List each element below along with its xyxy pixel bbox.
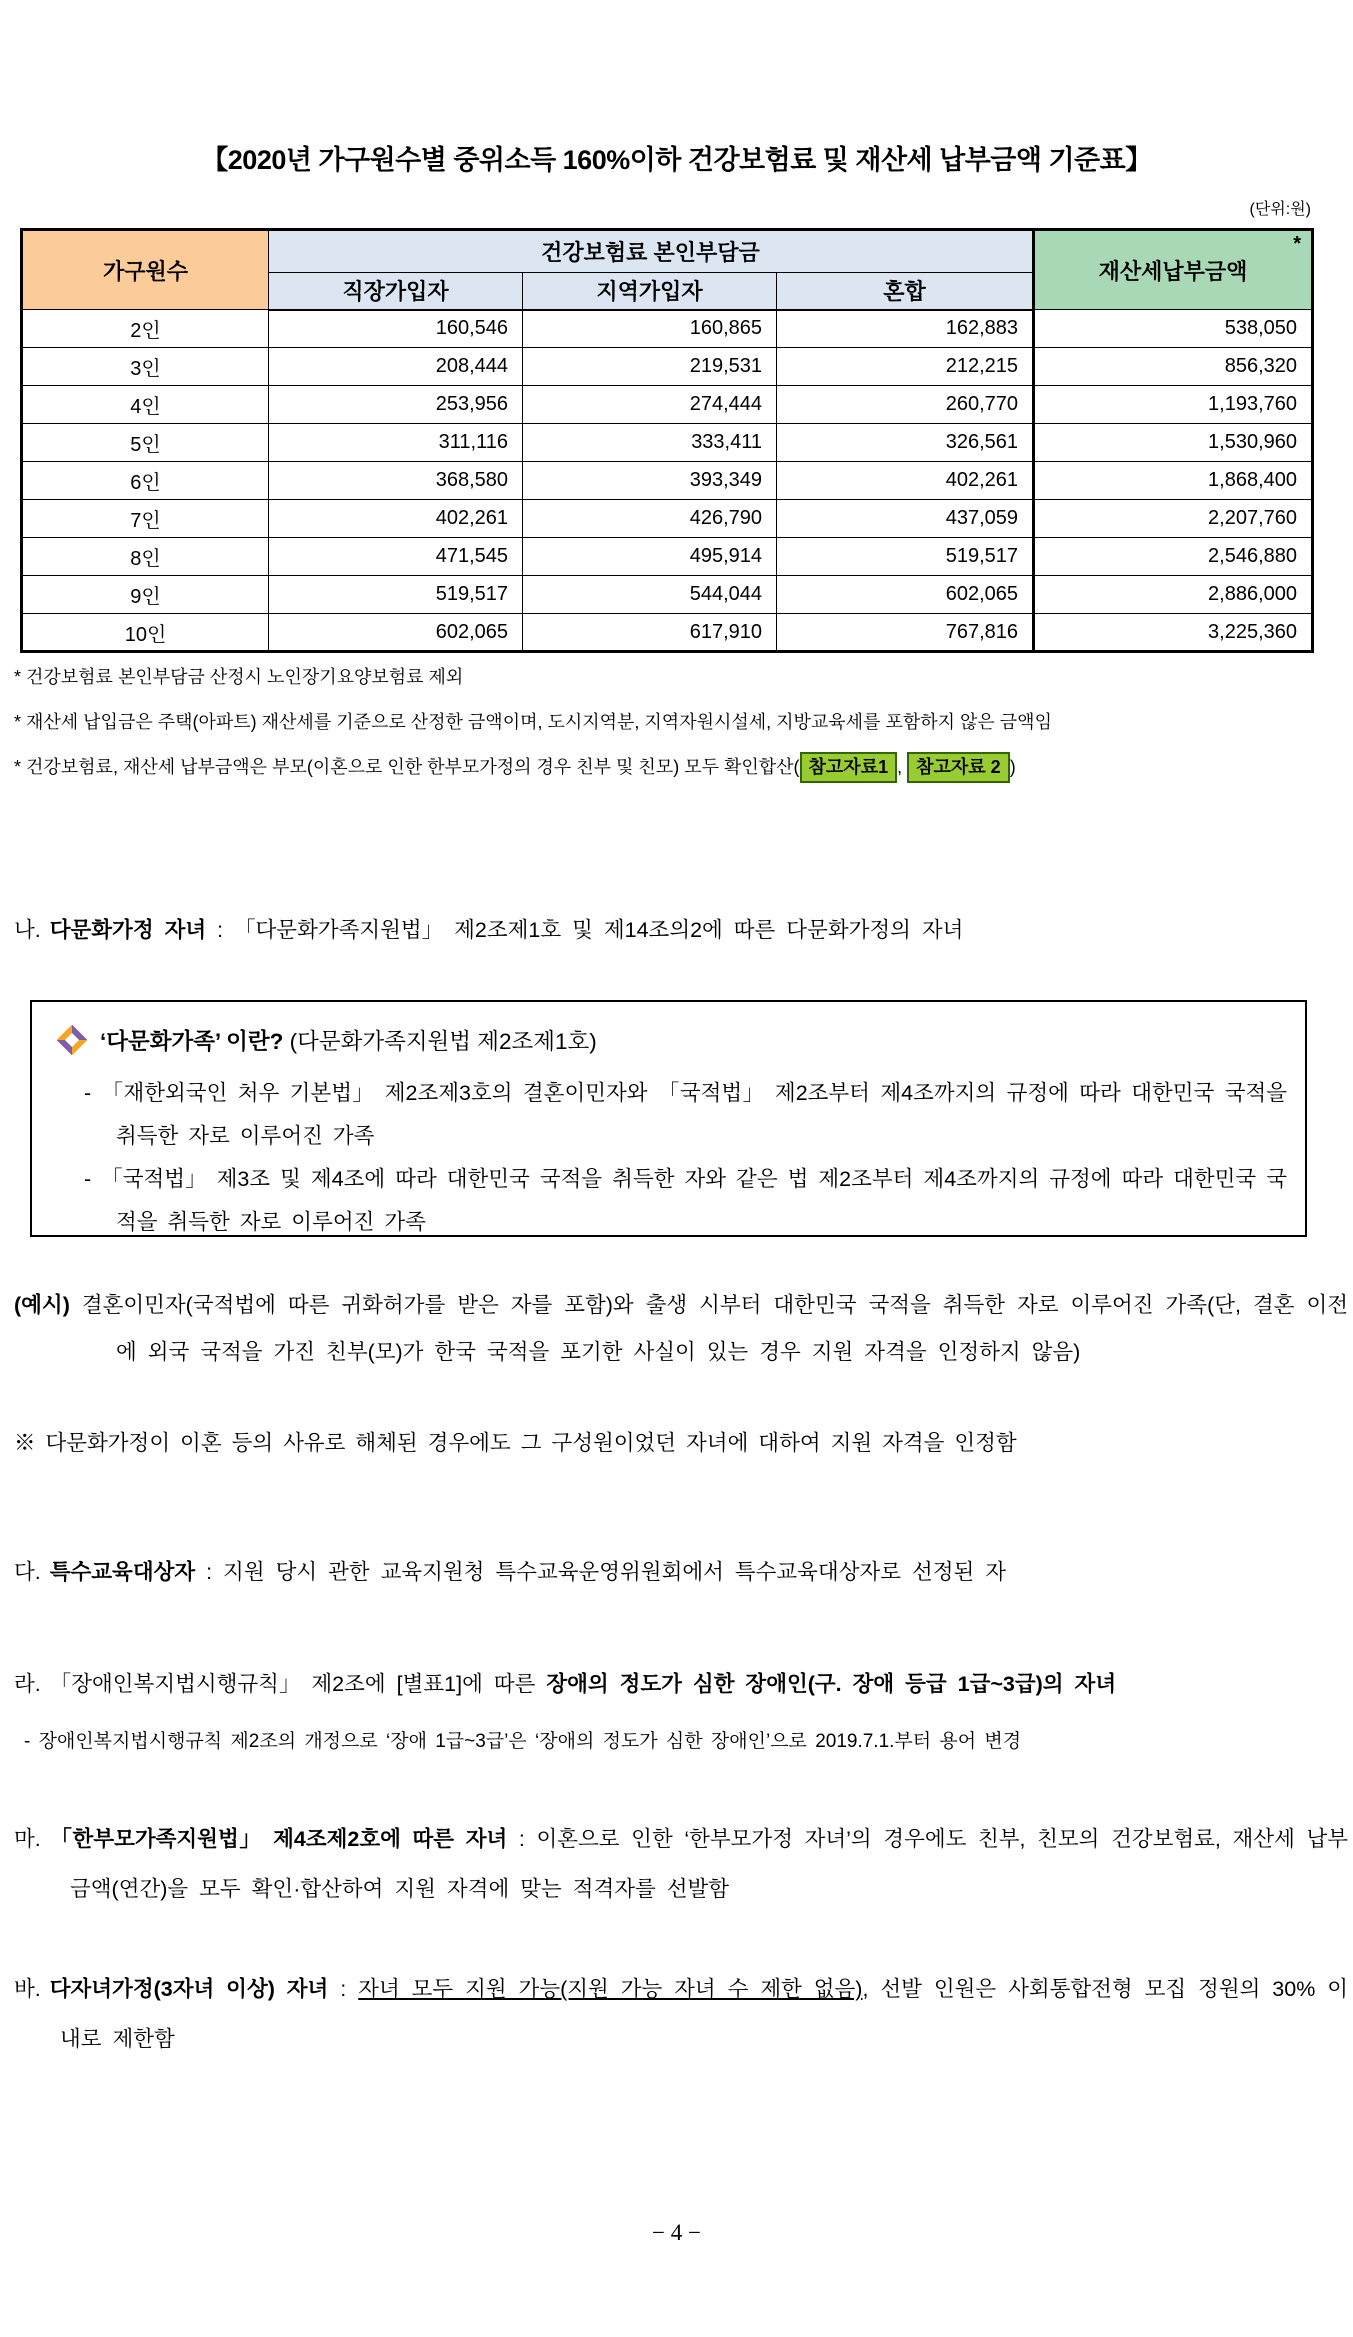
cell-employee: 160,546 (269, 310, 523, 348)
fee-standard-table (20, 228, 1314, 653)
footnote-3-close: ) (1009, 757, 1016, 777)
asterisk-mark: * (1293, 233, 1301, 255)
table-row (22, 614, 1313, 652)
cell-employee: 402,261 (269, 500, 523, 538)
cell-employee: 602,065 (269, 614, 523, 652)
section-na-multicultural-child (14, 906, 1348, 954)
table-row (22, 576, 1313, 614)
cell-household: 2인 (22, 310, 269, 348)
page-title: 【2020년 가구원수별 중위소득 160%이하 건강보험료 및 재산세 납부금액 기준표】 (201, 145, 1152, 175)
cell-employee: 253,956 (269, 386, 523, 424)
cell-property: 2,207,760 (1034, 500, 1313, 538)
section-marker: 다. (14, 1560, 41, 1584)
box-title-text (100, 1024, 597, 1056)
col-header-mixed: 혼합 (777, 273, 1034, 310)
cell-regional: 274,444 (523, 386, 777, 424)
section-na-bold: 다문화가정 자녀 (49, 918, 207, 942)
footnote-3-text: * 건강보험료, 재산세 납부금액은 부모(이혼으로 인한 한부모가정의 경우 친부 및 친모) 모두 확인합산( (14, 757, 800, 777)
section-ra-subnote: - 장애인복지법시행규칙 제2조의 개정으로 ‘장애 1급~3급’은 ‘장애의 정도가 심한 장애인’으로 2019.7.1.부터 용어 변경 (24, 1731, 1022, 1752)
table-row (22, 386, 1313, 424)
table-footnotes (14, 655, 1353, 790)
section-ma-single-parent (14, 1814, 1348, 1914)
cell-employee: 368,580 (269, 462, 523, 500)
footnote-3 (14, 745, 1353, 790)
section-ba-bold: 다자녀가정(3자녀 이상) 자녀 (49, 1977, 329, 2001)
cell-household: 8인 (22, 538, 269, 576)
section-na-rest: : 「다문화가족지원법」 제2조제1호 및 제14조의2에 따른 다문화가정의 자녀 (206, 918, 964, 942)
section-marker: 나. (14, 918, 41, 942)
section-ba-colon: : (328, 1977, 359, 2001)
cell-mixed: 326,561 (777, 424, 1034, 462)
cell-mixed: 402,261 (777, 462, 1034, 500)
table-row (22, 462, 1313, 500)
cell-regional: 393,349 (523, 462, 777, 500)
table-row (22, 538, 1313, 576)
section-ma-bold: 「한부모가족지원법」 제4조제2호에 따른 자녀 (49, 1827, 508, 1851)
cell-mixed: 260,770 (777, 386, 1034, 424)
cell-regional: 333,411 (523, 424, 777, 462)
cell-property: 1,193,760 (1034, 386, 1313, 424)
section-marker: 바. (14, 1977, 41, 2001)
cell-mixed: 212,215 (777, 348, 1034, 386)
cell-regional: 617,910 (523, 614, 777, 652)
example-label: (예시) (14, 1293, 70, 1317)
section-ma-rest: : 이혼으로 인한 ‘한부모가정 자녀’의 경우에도 친부, 친모의 건강보험료, 재산세 납부금액(연간)을 모두 확인·합산하여 지원 자격에 맞는 적격자를 선발함 (70, 1827, 1349, 1901)
reference-badge-1: 참고자료1 (800, 752, 898, 783)
section-da-bold: 특수교육대상자 (49, 1560, 196, 1584)
footnote-2: * 재산세 납입금은 주택(아파트) 재산세를 기준으로 산정한 금액이며, 도시지역분, 지역자원시설세, 지방교육세를 포함하지 않은 금액임 (14, 712, 1052, 732)
section-ra-bold: 장애의 정도가 심한 장애인(구. 장애 등급 1급~3급)의 자녀 (546, 1672, 1117, 1696)
section-marker: 라. (14, 1672, 41, 1696)
cell-property: 1,868,400 (1034, 462, 1313, 500)
table-row (22, 424, 1313, 462)
section-da-rest: : 지원 당시 관한 교육지원청 특수교육운영위원회에서 특수교육대상자로 선정된 자 (195, 1560, 1007, 1584)
multicultural-family-box (30, 1000, 1307, 1237)
cell-regional: 544,044 (523, 576, 777, 614)
section-marker: 마. (14, 1827, 41, 1851)
cell-mixed: 602,065 (777, 576, 1034, 614)
box-title-bold: ‘다문화가족’ 이란? (100, 1029, 284, 1054)
reference-badge-2: 참고자료 2 (907, 752, 1010, 783)
cell-regional: 219,531 (523, 348, 777, 386)
col-header-regional: 지역가입자 (523, 273, 777, 310)
example-text: 결혼이민자(국적법에 따른 귀화허가를 받은 자를 포함)와 출생 시부터 대한민국 국적을 취득한 자로 이루어진 가족(단, 결혼 이전에 외국 국적을 가진 친부(모)가 한국 국적을 포기한 사실이 있는 경우 지원 자격을 인정하지 않음) (81, 1293, 1348, 1364)
table-row (22, 348, 1313, 386)
cell-household: 7인 (22, 500, 269, 538)
cell-property: 3,225,360 (1034, 614, 1313, 652)
table-row (22, 310, 1313, 348)
cell-mixed: 519,517 (777, 538, 1034, 576)
col-header-employee: 직장가입자 (269, 273, 523, 310)
col-header-household: 가구원수 (22, 230, 269, 310)
page-number: − 4 − (652, 2220, 701, 2245)
cell-employee: 519,517 (269, 576, 523, 614)
cell-regional: 160,865 (523, 310, 777, 348)
example-paragraph (14, 1282, 1348, 1376)
cell-household: 9인 (22, 576, 269, 614)
cell-employee: 208,444 (269, 348, 523, 386)
cell-property: 538,050 (1034, 310, 1313, 348)
section-ra-prefix: 「장애인복지법시행규칙」 제2조에 [별표1]에 따른 (49, 1672, 547, 1696)
cell-household: 10인 (22, 614, 269, 652)
section-ba-rest: , 선발 인원은 사회통합전형 모집 정원의 30% 이내로 제한함 (60, 1977, 1349, 2051)
cell-household: 5인 (22, 424, 269, 462)
table-header-row (22, 230, 1313, 273)
cell-mixed: 162,883 (777, 310, 1034, 348)
cell-property: 2,546,880 (1034, 538, 1313, 576)
cell-household: 4인 (22, 386, 269, 424)
diamond-icon (56, 1024, 88, 1056)
cell-regional: 495,914 (523, 538, 777, 576)
cell-property: 856,320 (1034, 348, 1313, 386)
box-title-rest: (다문화가족지원법 제2조제1호) (283, 1029, 597, 1054)
box-title (56, 1024, 1287, 1056)
section-ba-multi-child (14, 1964, 1348, 2064)
cell-household: 6인 (22, 462, 269, 500)
cell-household: 3인 (22, 348, 269, 386)
unit-note: (단위:원) (1249, 201, 1311, 218)
cell-employee: 311,116 (269, 424, 523, 462)
table-row (22, 500, 1313, 538)
box-item-1: - 「재한외국인 처우 기본법」 제2조제3호의 결혼이민자와 「국적법」 제2조부터 제4조까지의 규정에 따라 대한민국 국적을 취득한 자로 이루어진 가족 (84, 1081, 1287, 1148)
section-ra-disability (14, 1660, 1348, 1708)
footnote-1: * 건강보험료 본인부담금 산정시 노인장기요양보험료 제외 (14, 667, 464, 687)
cell-employee: 471,545 (269, 538, 523, 576)
remark-note: ※ 다문화가정이 이혼 등의 사유로 해체된 경우에도 그 구성원이었던 자녀에 대하여 지원 자격을 인정함 (14, 1431, 1017, 1455)
cell-mixed: 767,816 (777, 614, 1034, 652)
section-ba-underlined: 자녀 모두 지원 가능(지원 가능 자녀 수 제한 없음) (358, 1977, 863, 2001)
cell-property: 2,886,000 (1034, 576, 1313, 614)
footnote-3-comma: , (897, 757, 908, 777)
property-header-label: 재산세납부금액 (1098, 258, 1248, 284)
box-item-2: - 「국적법」 제3조 및 제4조에 따라 대한민국 국적을 취득한 자와 같은 법 제2조부터 제4조까지의 규정에 따라 대한민국 국적을 취득한 자로 이루어진 가족 (84, 1167, 1287, 1234)
cell-property: 1,530,960 (1034, 424, 1313, 462)
section-da-special-education (14, 1548, 1348, 1596)
cell-regional: 426,790 (523, 500, 777, 538)
col-header-property-tax (1034, 230, 1313, 310)
col-header-insurance-group: 건강보험료 본인부담금 (269, 230, 1034, 273)
cell-mixed: 437,059 (777, 500, 1034, 538)
